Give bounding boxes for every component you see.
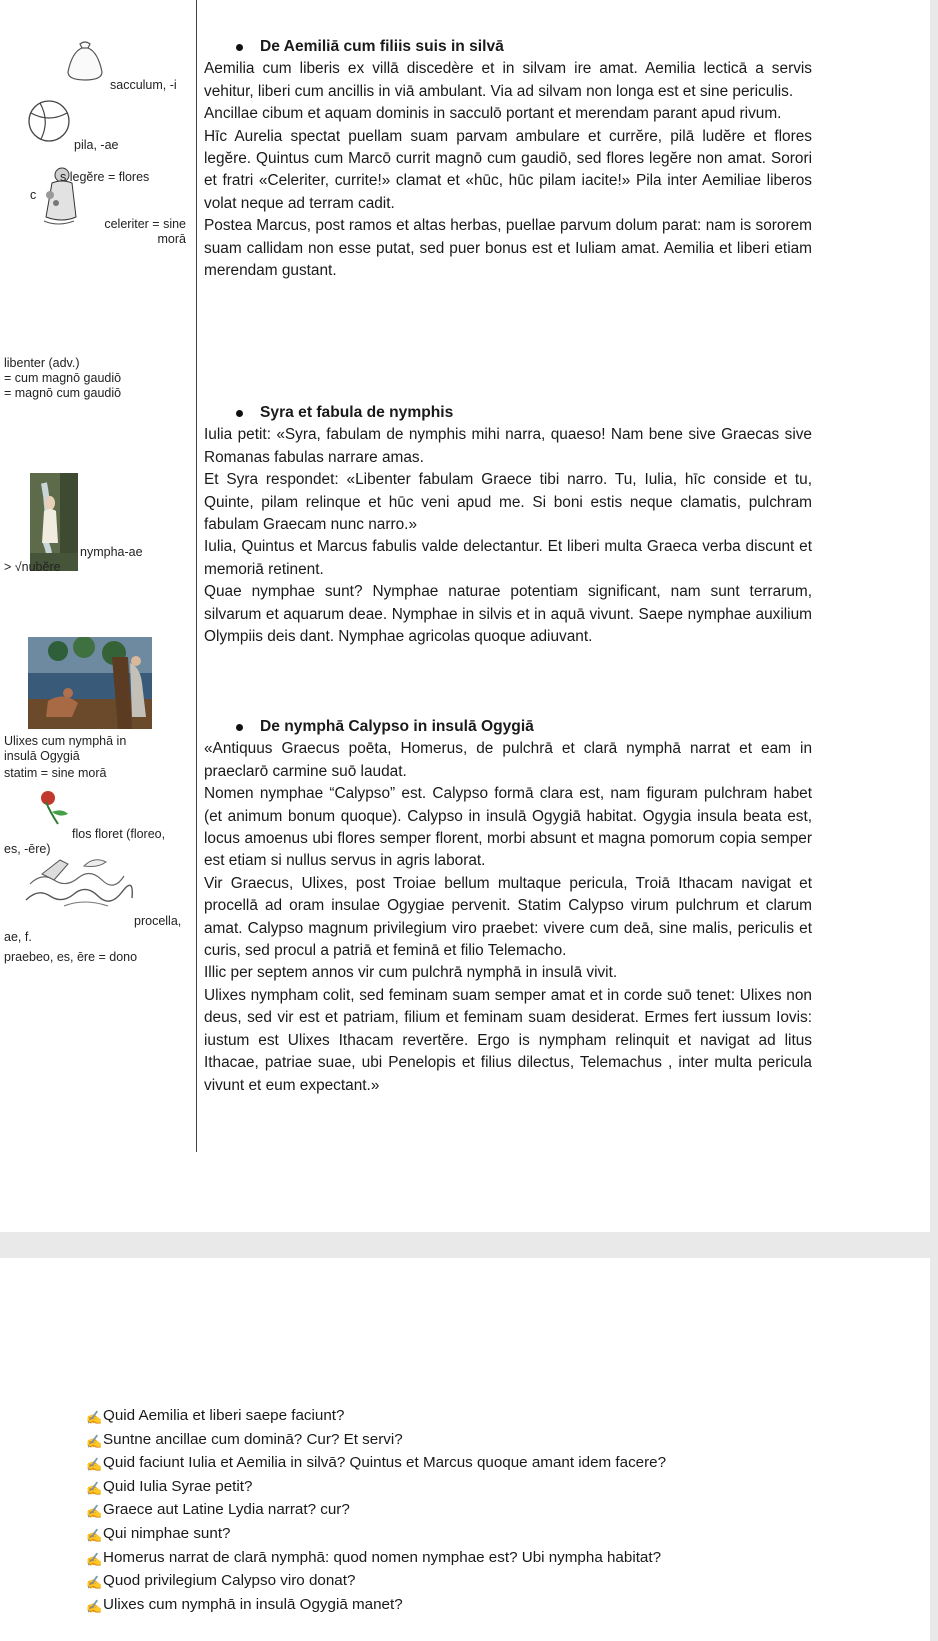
paragraph: Aemilia cum liberis ex villā discedère et in silvam ire amat. Aemilia lecticā a servis vehitur, liberi cum ancillis in viā ambulant. Via ad silvam non longa est et sine periculis.	[204, 60, 812, 100]
gloss-nympha: nympha-ae	[80, 545, 143, 559]
sack-illustration	[62, 38, 108, 82]
writing-hand-icon: ✍	[86, 1504, 103, 1520]
question-item: ✍ Homerus narrat de clarā nymphā: quod nomen nymphae est? Ubi nympha habitat?	[86, 1546, 666, 1570]
section-heading: Syra et fabula de nymphis	[204, 402, 812, 424]
gloss-praebeo: praebeo, es, ēre = dono	[4, 950, 138, 964]
paragraph: Quae nymphae sunt? Nymphae naturae potentiam significant, nam sunt terrarum, silvarum et aquarum deae. Nymphae in silvis et in aquā vivunt. Saepe nymphae auxilium Olympiis deis dant. Nymphae agricolas quoque adiuvant.	[204, 583, 812, 646]
storm-waves-illustration	[24, 854, 134, 910]
writing-hand-icon: ✍	[86, 1527, 103, 1543]
paragraph: Ancillae cibum et aquam dominis in sacculō portant et merendam parant apud rivum.	[204, 105, 782, 123]
questions-list	[86, 1404, 666, 1616]
paragraph: Hīc Aurelia spectat puellam suam parvam ambulare et currĕre, pilā ludĕre et flores legĕre. Quintus cum Marcō currit magnō cum gaudiō, sed flores legĕre non amat. Sorori et fratri «Celeriter, currite!» clamat et «hūc, hūc pilam iacite!» Pila inter Aemiliae liberos volat neque ad terram cadit.	[204, 127, 812, 212]
writing-hand-icon: ✍	[86, 1598, 103, 1614]
bullet-icon	[236, 44, 243, 51]
paragraph: Iulia, Quintus et Marcus fabulis valde delectantur. Et liberi multa Graeca verba discunt et memoriā retinent.	[204, 538, 812, 578]
nymph-waterfall-painting	[30, 473, 78, 571]
section-syra	[204, 402, 812, 648]
gloss-nubere: > √nubĕre	[4, 560, 61, 574]
question-item: ✍ Quid Iulia Syrae petit?	[86, 1475, 666, 1499]
paragraph: Illic per septem annos vir cum pulchrā nymphā in insulā vivit.	[204, 964, 618, 982]
gloss-pila: pila, -ae	[74, 138, 119, 152]
gloss-legere: s legĕre = flores	[60, 170, 150, 184]
writing-hand-icon: ✍	[86, 1551, 103, 1567]
paragraph: Et Syra respondet: «Libenter fabulam Graece tibi narro. Tu, Iulia, hīc conside et tu, Quinte, pilam relinque et hūc veni apud me. Si boni estis neque clamatis, pulchram fabulam Graecam nunc narro.»	[204, 471, 812, 534]
bullet-icon	[236, 410, 243, 417]
column-divider	[196, 0, 197, 1152]
ball-illustration	[26, 98, 72, 144]
writing-hand-icon: ✍	[86, 1433, 103, 1449]
gloss-libenter: libenter (adv.) = cum magnō gaudiō = magnō cum gaudiō	[4, 356, 122, 400]
question-item: ✍ Quod privilegium Calypso viro donat?	[86, 1569, 666, 1593]
gloss-procella: procella,	[134, 914, 182, 928]
question-item: ✍ Ulixes cum nymphā in insulā Ogygiā manet?	[86, 1593, 666, 1617]
ulysses-calypso-painting	[28, 637, 152, 729]
writing-hand-icon: ✍	[86, 1575, 103, 1591]
question-item: ✍ Quid Aemilia et liberi saepe faciunt?	[86, 1404, 666, 1428]
writing-hand-icon: ✍	[86, 1410, 103, 1425]
rose-illustration	[38, 790, 74, 828]
question-item: ✍ Quid faciunt Iulia et Aemilia in silvā? Quintus et Marcus quoque amant idem facere?	[86, 1451, 666, 1475]
gloss-ulixes-caption: Ulixes cum nymphā in insulā Ogygiā	[4, 734, 127, 763]
section-heading: De Aemiliā cum filiis suis in silvā	[204, 36, 812, 58]
question-item: ✍ Suntne ancillae cum dominā? Cur? Et servi?	[86, 1428, 666, 1452]
gloss-c: c	[30, 188, 37, 202]
writing-hand-icon: ✍	[86, 1457, 103, 1473]
question-item: ✍ Graece aut Latine Lydia narrat? cur?	[86, 1498, 666, 1522]
gloss-statim: statim = sine morā	[4, 766, 107, 780]
gloss-procella-2: ae, f.	[4, 930, 32, 944]
gloss-celeriter: celeriter = sine morā	[104, 217, 186, 246]
paragraph: Vir Graecus, Ulixes, post Troiae bellum multaque pericula, Troiā Ithacam navigat et procellā ad oram insulae Ogygiae pervenit. Statim Calypso virum pulchrum et clarum amat. Calypso magnum privilegium viro praebet: vivere cum deā, sine malis, periculis et curis, sed procul a patriā et feminā et filio Telemacho.	[204, 874, 812, 960]
writing-hand-icon: ✍	[86, 1480, 103, 1496]
section-heading: De nymphā Calypso in insulā Ogygiā	[204, 716, 812, 738]
paragraph: «Antiquus Graecus poēta, Homerus, de pulchrā et clarā nymphā narrat et eam in praeclarō carmine suō laudat.	[204, 740, 812, 780]
gloss-flos: flos floret (floreo,	[72, 827, 166, 841]
gloss-flos-2: es, -ēre)	[4, 842, 51, 856]
gloss-sacculum: sacculum, -i	[110, 78, 177, 92]
question-item: ✍ Qui nimphae sunt?	[86, 1522, 666, 1546]
paragraph: Ulixes nympham colit, sed feminam suam semper amat et in corde suō tenet: Ulixes non deus, sed vir est et patriam, filium et feminam suam desiderat. Ermes fert iussum Iovis: iustum est Ulixes Ithacam revertĕre. Ergo is nympham relinquit et navigat ad litus Ithacae, patriae suae, ubi Penelopis et filius dilectus, Telemachus , inter multa pericula vivunt et eum expectant.»	[204, 986, 812, 1094]
paragraph: Iulia petit: «Syra, fabulam de nymphis mihi narra, quaeso! Nam bene sive Graecas sive Romanas fabulas narrare amas.	[204, 426, 812, 466]
paragraph: Postea Marcus, post ramos et altas herbas, puellae parvum dolum parat: nam is sororem suam callidam non esse putat, sed puer bonus est et Iuliam amat. Aemilia et liberi etiam merendam gustant.	[204, 217, 812, 280]
section-aemilia	[204, 36, 812, 282]
paragraph: Nomen nymphae “Calypso” est. Calypso formā clara est, nam figuram pulchram habet (et animum bonum quoque). Calypso in insulā Ogygiā habitat. Ogygia insula beata est, locus amoenus ubi flores semper florent, morbi absunt et magna pomorum copia semper est etiam si nullus servus in agris laborat.	[204, 785, 812, 870]
bullet-icon	[236, 724, 243, 731]
section-calypso	[204, 716, 812, 1097]
